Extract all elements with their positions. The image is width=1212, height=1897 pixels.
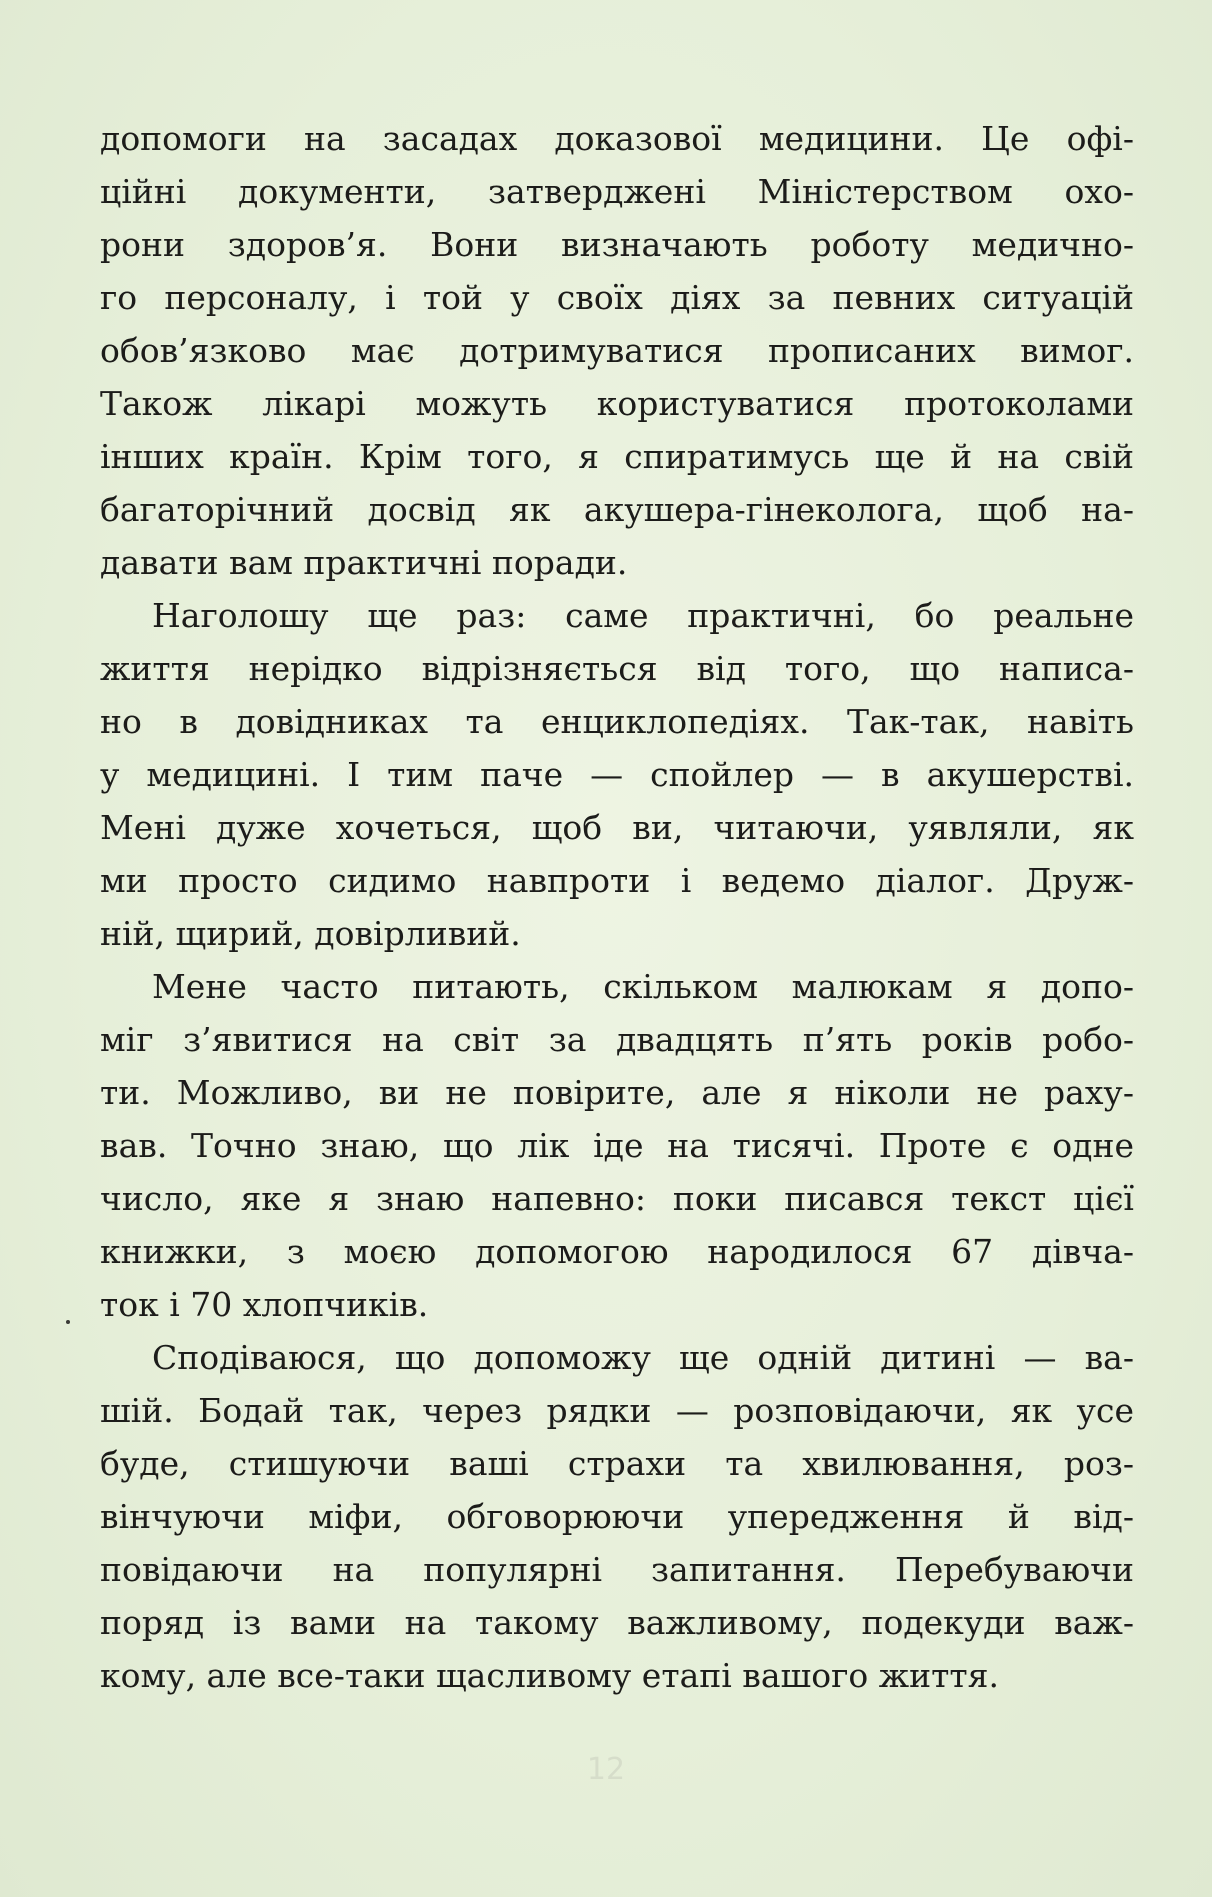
paragraph-4 xyxy=(100,1331,1134,1702)
paragraph-1 xyxy=(100,112,1134,589)
text-line: ми просто сидимо навпроти і ведемо діалог. Друж- xyxy=(100,861,1134,900)
text-line: життя нерідко відрізняється від того, що написа- xyxy=(100,649,1134,688)
text-line: повідаючи на популярні запитання. Перебуваючи xyxy=(100,1550,1134,1589)
text-line: буде, стишуючи ваші страхи та хвилювання, роз- xyxy=(100,1444,1134,1483)
text-line: го персоналу, і той у своїх діях за певних ситуацій xyxy=(100,278,1134,317)
text-line: Сподіваюся, що допоможу ще одній дитині — ва- xyxy=(152,1338,1134,1377)
text-line: ційні документи, затверджені Міністерством охо- xyxy=(100,172,1134,211)
text-line: поряд із вами на такому важливому, подекуди важ- xyxy=(100,1603,1134,1642)
text-line: обов’язково має дотримуватися прописаних вимог. xyxy=(100,331,1134,370)
text-line: допомоги на засадах доказової медицини. Це офі- xyxy=(100,119,1134,158)
text-line: ти. Можливо, ви не повірите, але я ніколи не раху- xyxy=(100,1073,1134,1112)
text-line: книжки, з моєю допомогою народилося 67 дівча- xyxy=(100,1232,1134,1271)
text-line: Також лікарі можуть користуватися протоколами xyxy=(100,384,1134,423)
text-line: но в довідниках та енциклопедіях. Так-так, навіть xyxy=(100,702,1134,741)
text-line: Наголошу ще раз: саме практичні, бо реальне xyxy=(152,596,1134,635)
text-line: Мене часто питають, скільком малюкам я допо- xyxy=(152,967,1134,1006)
text-line: вав. Точно знаю, що лік іде на тисячі. Проте є одне xyxy=(100,1126,1134,1165)
paragraph-2 xyxy=(100,589,1134,960)
text-line: число, яке я знаю напевно: поки писався текст цієї xyxy=(100,1179,1134,1218)
text-line: багаторічний досвід як акушера-гінеколога, щоб на- xyxy=(100,490,1134,529)
text-line: у медицині. І тим паче — спойлер — в акушерстві. xyxy=(100,755,1134,794)
text-line: шій. Бодай так, через рядки — розповідаючи, як усе xyxy=(100,1391,1134,1430)
text-line: давати вам практичні поради. xyxy=(100,543,628,582)
text-line: Мені дуже хочеться, щоб ви, читаючи, уявляли, як xyxy=(100,808,1134,847)
text-line: кому, але все-таки щасливому етапі вашого життя. xyxy=(100,1656,999,1695)
text-line: рони здоров’я. Вони визначають роботу медично- xyxy=(100,225,1134,264)
text-line: ток і 70 хлопчиків. xyxy=(100,1285,429,1324)
paragraph-3 xyxy=(100,960,1134,1331)
page-number: 12 xyxy=(586,1752,626,1787)
text-line: вінчуючи міфи, обговорюючи упередження й від- xyxy=(100,1497,1134,1536)
text-line: міг з’явитися на світ за двадцять п’ять років робо- xyxy=(100,1020,1134,1059)
book-page-text xyxy=(100,112,1134,1702)
margin-speck xyxy=(66,1320,70,1324)
text-line: інших країн. Крім того, я спиратимусь ще й на свій xyxy=(100,437,1134,476)
text-line: ній, щирий, довірливий. xyxy=(100,914,521,953)
